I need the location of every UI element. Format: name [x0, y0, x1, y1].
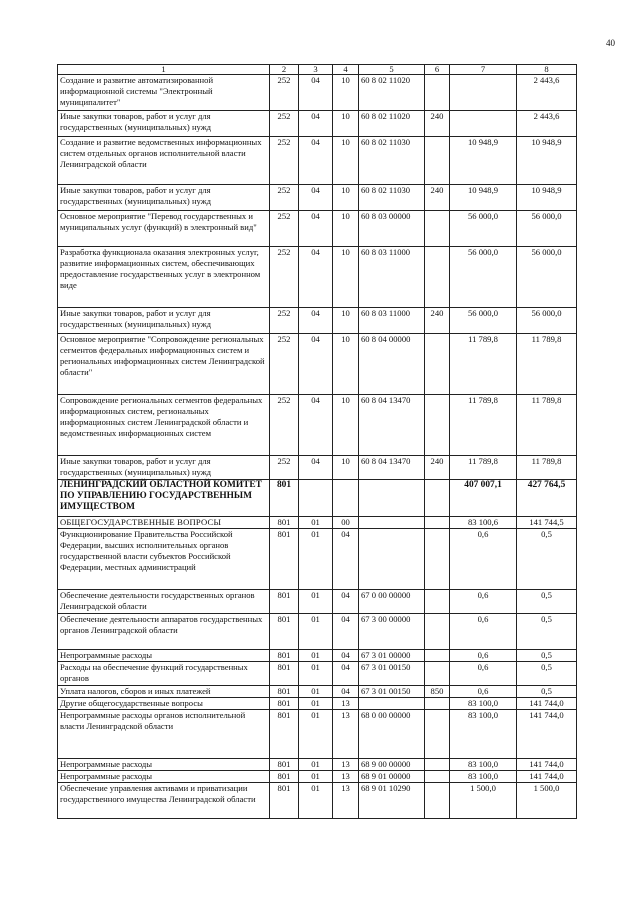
header-col-3: 3	[299, 65, 333, 75]
header-col-7: 7	[450, 65, 517, 75]
row-col-8-cell: 141 744,0	[517, 698, 577, 710]
row-col-2-cell: 252	[270, 247, 299, 308]
row-col-3-cell: 04	[299, 308, 333, 334]
row-col-7-cell: 0,6	[450, 662, 517, 686]
table-row	[58, 662, 577, 686]
row-name-cell: Иные закупки товаров, работ и услуг для государственных (муниципальных) нужд	[58, 185, 270, 211]
row-col-4-cell: 13	[333, 771, 359, 783]
row-col-6-cell	[425, 517, 450, 529]
row-col-4-cell: 10	[333, 308, 359, 334]
row-col-5-cell: 60 8 04 13470	[359, 456, 425, 480]
row-col-3-cell: 01	[299, 759, 333, 771]
row-col-7-cell: 11 789,8	[450, 395, 517, 456]
row-col-4-cell: 10	[333, 334, 359, 395]
row-col-5-cell: 68 9 01 10290	[359, 783, 425, 819]
row-col-3-cell: 04	[299, 247, 333, 308]
table-row	[58, 395, 577, 456]
row-col-7-cell: 0,6	[450, 650, 517, 662]
row-name-cell: ЛЕНИНГРАДСКИЙ ОБЛАСТНОЙ КОМИТЕТ ПО УПРАВЛЕНИЮ ГОСУДАРСТВЕННЫМ ИМУЩЕСТВОМ	[58, 480, 270, 517]
header-col-5: 5	[359, 65, 425, 75]
row-col-4-cell: 04	[333, 614, 359, 650]
row-col-8-cell: 1 500,0	[517, 783, 577, 819]
row-col-5-cell: 60 8 03 11000	[359, 308, 425, 334]
row-col-6-cell	[425, 590, 450, 614]
row-col-6-cell	[425, 662, 450, 686]
row-name-cell: Другие общегосударственные вопросы	[58, 698, 270, 710]
row-col-4-cell: 10	[333, 395, 359, 456]
row-col-2-cell: 801	[270, 698, 299, 710]
row-name-cell: Непрограммные расходы органов исполнительной власти Ленинградской области	[58, 710, 270, 759]
budget-table	[57, 64, 577, 819]
row-col-5-cell: 60 8 04 13470	[359, 395, 425, 456]
row-col-2-cell: 801	[270, 783, 299, 819]
row-col-8-cell: 10 948,9	[517, 137, 577, 185]
table-row	[58, 590, 577, 614]
row-col-2-cell: 252	[270, 395, 299, 456]
row-col-8-cell: 0,5	[517, 614, 577, 650]
row-col-4-cell: 10	[333, 75, 359, 111]
row-col-6-cell: 240	[425, 456, 450, 480]
row-name-cell: Иные закупки товаров, работ и услуг для государственных (муниципальных) нужд	[58, 111, 270, 137]
row-col-8-cell: 2 443,6	[517, 75, 577, 111]
row-name-cell: Расходы на обеспечение функций государственных органов	[58, 662, 270, 686]
row-name-cell: Непрограммные расходы	[58, 650, 270, 662]
table-row	[58, 710, 577, 759]
row-col-8-cell: 427 764,5	[517, 480, 577, 517]
row-col-5-cell: 68 9 01 00000	[359, 771, 425, 783]
row-col-5-cell: 60 8 04 00000	[359, 334, 425, 395]
row-col-3-cell: 01	[299, 771, 333, 783]
table-row	[58, 650, 577, 662]
row-col-7-cell	[450, 75, 517, 111]
row-col-3-cell: 01	[299, 686, 333, 698]
header-col-1: 1	[58, 65, 270, 75]
row-col-3-cell: 04	[299, 75, 333, 111]
row-col-2-cell: 252	[270, 137, 299, 185]
row-col-4-cell: 10	[333, 185, 359, 211]
row-col-8-cell: 141 744,0	[517, 771, 577, 783]
row-col-6-cell	[425, 247, 450, 308]
row-col-4-cell: 10	[333, 111, 359, 137]
row-col-2-cell: 801	[270, 759, 299, 771]
row-col-8-cell: 141 744,0	[517, 710, 577, 759]
table-row	[58, 759, 577, 771]
row-col-3-cell: 04	[299, 334, 333, 395]
row-col-4-cell: 13	[333, 710, 359, 759]
row-col-2-cell: 252	[270, 334, 299, 395]
row-col-4-cell: 00	[333, 517, 359, 529]
row-col-3-cell: 01	[299, 590, 333, 614]
row-col-6-cell	[425, 395, 450, 456]
row-col-8-cell: 56 000,0	[517, 308, 577, 334]
row-col-6-cell	[425, 710, 450, 759]
row-col-7-cell: 10 948,9	[450, 185, 517, 211]
row-col-3-cell: 04	[299, 456, 333, 480]
row-col-8-cell: 2 443,6	[517, 111, 577, 137]
row-col-7-cell: 83 100,0	[450, 698, 517, 710]
row-col-4-cell: 13	[333, 759, 359, 771]
row-name-cell: Обеспечение деятельности государственных органов Ленинградской области	[58, 590, 270, 614]
row-col-3-cell	[299, 480, 333, 517]
row-col-2-cell: 252	[270, 75, 299, 111]
row-col-2-cell: 252	[270, 111, 299, 137]
row-col-6-cell: 240	[425, 111, 450, 137]
row-name-cell: Сопровождение региональных сегментов федеральных информационных систем, региональных информационных систем Ленинградской области и ведомственных информационных систем	[58, 395, 270, 456]
row-col-6-cell	[425, 211, 450, 247]
row-name-cell: ОБЩЕГОСУДАРСТВЕННЫЕ ВОПРОСЫ	[58, 517, 270, 529]
table-row	[58, 686, 577, 698]
row-col-2-cell: 801	[270, 650, 299, 662]
row-col-7-cell: 83 100,0	[450, 771, 517, 783]
row-col-4-cell: 13	[333, 698, 359, 710]
row-name-cell: Обеспечение деятельности аппаратов государственных органов Ленинградской области	[58, 614, 270, 650]
row-name-cell: Иные закупки товаров, работ и услуг для государственных (муниципальных) нужд	[58, 308, 270, 334]
row-col-5-cell: 60 8 02 11020	[359, 75, 425, 111]
row-col-2-cell: 801	[270, 710, 299, 759]
row-col-5-cell	[359, 529, 425, 590]
row-col-3-cell: 04	[299, 211, 333, 247]
row-col-6-cell	[425, 614, 450, 650]
row-col-5-cell: 60 8 02 11020	[359, 111, 425, 137]
table-header-row	[58, 65, 577, 75]
header-col-4: 4	[333, 65, 359, 75]
row-col-3-cell: 04	[299, 111, 333, 137]
row-col-5-cell: 67 0 00 00000	[359, 590, 425, 614]
row-col-8-cell: 56 000,0	[517, 211, 577, 247]
row-col-7-cell: 83 100,0	[450, 759, 517, 771]
table-row	[58, 211, 577, 247]
row-col-8-cell: 0,5	[517, 662, 577, 686]
row-col-5-cell: 60 8 03 11000	[359, 247, 425, 308]
row-col-8-cell: 141 744,5	[517, 517, 577, 529]
row-name-cell: Разработка функционала оказания электронных услуг, развитие информационных систем, обеспечивающих предоставление государственных услуг в электронном виде	[58, 247, 270, 308]
row-name-cell: Уплата налогов, сборов и иных платежей	[58, 686, 270, 698]
row-col-8-cell: 56 000,0	[517, 247, 577, 308]
row-col-5-cell: 67 3 01 00150	[359, 686, 425, 698]
row-col-6-cell	[425, 650, 450, 662]
table-row	[58, 137, 577, 185]
row-col-5-cell: 68 0 00 00000	[359, 710, 425, 759]
row-col-7-cell: 10 948,9	[450, 137, 517, 185]
row-col-7-cell: 11 789,8	[450, 456, 517, 480]
row-col-8-cell: 11 789,8	[517, 334, 577, 395]
row-col-7-cell: 0,6	[450, 590, 517, 614]
row-col-6-cell	[425, 698, 450, 710]
table-row	[58, 456, 577, 480]
row-col-4-cell: 10	[333, 247, 359, 308]
row-col-6-cell: 240	[425, 308, 450, 334]
row-col-6-cell	[425, 137, 450, 185]
row-col-6-cell: 850	[425, 686, 450, 698]
row-col-4-cell: 04	[333, 529, 359, 590]
row-col-4-cell: 10	[333, 137, 359, 185]
row-name-cell: Обеспечение управления активами и приватизации государственного имущества Ленинградской области	[58, 783, 270, 819]
row-col-7-cell: 0,6	[450, 529, 517, 590]
row-col-3-cell: 01	[299, 783, 333, 819]
row-name-cell: Основное мероприятие "Перевод государственных и муниципальных услуг (функций) в электронный вид"	[58, 211, 270, 247]
row-col-7-cell: 0,6	[450, 614, 517, 650]
row-col-3-cell: 04	[299, 137, 333, 185]
row-col-6-cell	[425, 334, 450, 395]
row-col-7-cell: 56 000,0	[450, 308, 517, 334]
page-number: 40	[606, 38, 615, 48]
row-col-6-cell	[425, 529, 450, 590]
row-col-6-cell	[425, 480, 450, 517]
row-col-8-cell: 11 789,8	[517, 456, 577, 480]
row-col-7-cell: 11 789,8	[450, 334, 517, 395]
row-col-8-cell: 0,5	[517, 590, 577, 614]
row-col-7-cell: 1 500,0	[450, 783, 517, 819]
row-col-5-cell: 67 3 01 00150	[359, 662, 425, 686]
table-row	[58, 247, 577, 308]
header-col-6: 6	[425, 65, 450, 75]
row-col-2-cell: 252	[270, 456, 299, 480]
row-col-2-cell: 801	[270, 590, 299, 614]
row-col-6-cell	[425, 771, 450, 783]
row-col-6-cell	[425, 75, 450, 111]
row-col-8-cell: 0,5	[517, 529, 577, 590]
row-col-2-cell: 252	[270, 211, 299, 247]
row-col-3-cell: 01	[299, 517, 333, 529]
table-row	[58, 517, 577, 529]
table-row	[58, 308, 577, 334]
row-col-6-cell	[425, 783, 450, 819]
row-col-8-cell: 11 789,8	[517, 395, 577, 456]
row-col-8-cell: 10 948,9	[517, 185, 577, 211]
row-col-7-cell: 83 100,6	[450, 517, 517, 529]
table-row	[58, 75, 577, 111]
row-col-2-cell: 252	[270, 185, 299, 211]
row-col-3-cell: 01	[299, 710, 333, 759]
row-col-6-cell: 240	[425, 185, 450, 211]
row-col-4-cell	[333, 480, 359, 517]
row-name-cell: Создание и развитие автоматизированной информационной системы "Электронный муниципалитет"	[58, 75, 270, 111]
row-col-3-cell: 01	[299, 529, 333, 590]
row-col-3-cell: 04	[299, 395, 333, 456]
row-col-2-cell: 801	[270, 480, 299, 517]
row-col-7-cell	[450, 111, 517, 137]
table-row	[58, 111, 577, 137]
row-col-4-cell: 13	[333, 783, 359, 819]
row-col-4-cell: 04	[333, 650, 359, 662]
row-col-4-cell: 10	[333, 456, 359, 480]
row-name-cell: Непрограммные расходы	[58, 759, 270, 771]
row-col-6-cell	[425, 759, 450, 771]
row-name-cell: Создание и развитие ведомственных информационных систем отдельных органов исполнительной власти Ленинградской области	[58, 137, 270, 185]
row-col-2-cell: 801	[270, 614, 299, 650]
header-col-2: 2	[270, 65, 299, 75]
row-name-cell: Основное мероприятие "Сопровождение региональных сегментов федеральных информационных систем и региональных информационных систем Ленинградской области"	[58, 334, 270, 395]
row-col-8-cell: 0,5	[517, 686, 577, 698]
row-col-7-cell: 407 007,1	[450, 480, 517, 517]
table-row	[58, 529, 577, 590]
row-col-5-cell: 67 3 00 00000	[359, 614, 425, 650]
row-col-4-cell: 04	[333, 662, 359, 686]
row-name-cell: Функционирование Правительства Российской Федерации, высших исполнительных органов государственной власти субъектов Российской Федерации, местных администраций	[58, 529, 270, 590]
row-col-5-cell: 60 8 02 11030	[359, 185, 425, 211]
row-col-8-cell: 141 744,0	[517, 759, 577, 771]
row-col-3-cell: 01	[299, 698, 333, 710]
row-col-7-cell: 0,6	[450, 686, 517, 698]
table-row	[58, 480, 577, 517]
row-col-3-cell: 04	[299, 185, 333, 211]
row-col-5-cell: 67 3 01 00000	[359, 650, 425, 662]
row-col-5-cell	[359, 480, 425, 517]
row-col-4-cell: 04	[333, 686, 359, 698]
row-col-7-cell: 56 000,0	[450, 211, 517, 247]
row-col-2-cell: 801	[270, 686, 299, 698]
header-col-8: 8	[517, 65, 577, 75]
row-col-2-cell: 801	[270, 517, 299, 529]
row-col-5-cell: 60 8 03 00000	[359, 211, 425, 247]
table-row	[58, 334, 577, 395]
row-col-4-cell: 04	[333, 590, 359, 614]
table-row	[58, 698, 577, 710]
table-row	[58, 185, 577, 211]
table-row	[58, 771, 577, 783]
row-col-8-cell: 0,5	[517, 650, 577, 662]
table-row	[58, 614, 577, 650]
row-col-3-cell: 01	[299, 650, 333, 662]
row-name-cell: Иные закупки товаров, работ и услуг для государственных (муниципальных) нужд	[58, 456, 270, 480]
row-col-3-cell: 01	[299, 614, 333, 650]
row-col-5-cell	[359, 517, 425, 529]
row-col-2-cell: 801	[270, 529, 299, 590]
row-col-7-cell: 56 000,0	[450, 247, 517, 308]
row-col-2-cell: 801	[270, 771, 299, 783]
row-col-3-cell: 01	[299, 662, 333, 686]
row-col-2-cell: 252	[270, 308, 299, 334]
row-col-4-cell: 10	[333, 211, 359, 247]
row-col-5-cell: 60 8 02 11030	[359, 137, 425, 185]
row-name-cell: Непрограммные расходы	[58, 771, 270, 783]
table-row	[58, 783, 577, 819]
row-col-5-cell	[359, 698, 425, 710]
row-col-5-cell: 68 9 00 00000	[359, 759, 425, 771]
row-col-7-cell: 83 100,0	[450, 710, 517, 759]
row-col-2-cell: 801	[270, 662, 299, 686]
